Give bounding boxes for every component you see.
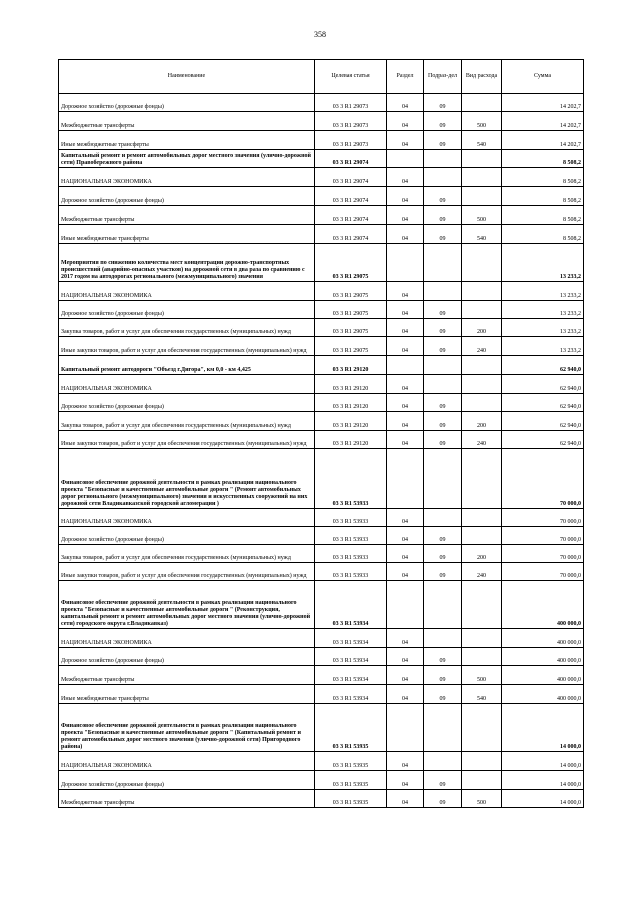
cell-section bbox=[387, 449, 424, 509]
cell-type bbox=[462, 301, 502, 319]
cell-name: Дорожное хозяйство (дорожные фонды) bbox=[59, 187, 315, 206]
table-row bbox=[59, 225, 584, 244]
table-row bbox=[59, 94, 584, 112]
cell-sum: 13 233,2 bbox=[502, 244, 584, 282]
cell-sum: 400 000,0 bbox=[502, 666, 584, 685]
cell-section: 04 bbox=[387, 563, 424, 581]
table-row bbox=[59, 206, 584, 225]
cell-name: Дорожное хозяйство (дорожные фонды) bbox=[59, 527, 315, 545]
cell-sum: 70 000,0 bbox=[502, 563, 584, 581]
header-subsection: Подраз-дел bbox=[424, 60, 462, 94]
cell-sum: 14 000,0 bbox=[502, 704, 584, 752]
cell-subsection bbox=[424, 244, 462, 282]
cell-subsection: 09 bbox=[424, 790, 462, 808]
cell-sum: 70 000,0 bbox=[502, 527, 584, 545]
cell-sum: 62 940,0 bbox=[502, 431, 584, 449]
cell-section: 04 bbox=[387, 206, 424, 225]
table-row bbox=[59, 648, 584, 666]
cell-subsection: 09 bbox=[424, 94, 462, 112]
table-row bbox=[59, 112, 584, 131]
cell-code: 03 3 R1 53934 bbox=[315, 666, 387, 685]
table-row bbox=[59, 704, 584, 752]
table-row bbox=[59, 150, 584, 168]
table-row bbox=[59, 282, 584, 301]
header-code: Целевая статья bbox=[315, 60, 387, 94]
table-row bbox=[59, 771, 584, 790]
cell-section: 04 bbox=[387, 112, 424, 131]
cell-subsection bbox=[424, 449, 462, 509]
cell-subsection bbox=[424, 356, 462, 375]
table-row bbox=[59, 431, 584, 449]
cell-section: 04 bbox=[387, 509, 424, 527]
table-row bbox=[59, 563, 584, 581]
cell-sum: 62 940,0 bbox=[502, 394, 584, 412]
cell-section: 04 bbox=[387, 648, 424, 666]
table-row bbox=[59, 752, 584, 771]
cell-code: 03 3 R1 53935 bbox=[315, 752, 387, 771]
cell-name: НАЦИОНАЛЬНАЯ ЭКОНОМИКА bbox=[59, 752, 315, 771]
cell-sum: 400 000,0 bbox=[502, 581, 584, 629]
cell-section bbox=[387, 150, 424, 168]
cell-type: 240 bbox=[462, 337, 502, 356]
cell-name: Капитальный ремонт автодороги "Объезд г.Дигора", км 0,0 - км 4,425 bbox=[59, 356, 315, 375]
cell-code: 03 3 R1 29075 bbox=[315, 244, 387, 282]
cell-type bbox=[462, 449, 502, 509]
cell-subsection: 09 bbox=[424, 187, 462, 206]
cell-sum: 400 000,0 bbox=[502, 629, 584, 648]
cell-code: 03 3 R1 53935 bbox=[315, 771, 387, 790]
cell-subsection: 09 bbox=[424, 412, 462, 431]
cell-subsection: 09 bbox=[424, 545, 462, 563]
cell-name: Капитальный ремонт и ремонт автомобильных дорог местного значения (улично-дорожной сети) Правобережного района bbox=[59, 150, 315, 168]
table-row bbox=[59, 449, 584, 509]
cell-code: 03 3 R1 29073 bbox=[315, 131, 387, 150]
cell-name: Межбюджетные трансферты bbox=[59, 112, 315, 131]
table-row bbox=[59, 509, 584, 527]
cell-section: 04 bbox=[387, 752, 424, 771]
cell-subsection bbox=[424, 704, 462, 752]
cell-section: 04 bbox=[387, 282, 424, 301]
cell-section: 04 bbox=[387, 527, 424, 545]
cell-sum: 14 000,0 bbox=[502, 771, 584, 790]
cell-code: 03 3 R1 53935 bbox=[315, 704, 387, 752]
cell-code: 03 3 R1 53933 bbox=[315, 563, 387, 581]
cell-section: 04 bbox=[387, 629, 424, 648]
header-type: Вид расхода bbox=[462, 60, 502, 94]
cell-sum: 8 508,2 bbox=[502, 225, 584, 244]
cell-sum: 14 202,7 bbox=[502, 94, 584, 112]
cell-name: Закупка товаров, работ и услуг для обеспечения государственных (муниципальных) нужд bbox=[59, 319, 315, 337]
cell-code: 03 3 R1 53934 bbox=[315, 685, 387, 704]
cell-type bbox=[462, 629, 502, 648]
table-row bbox=[59, 790, 584, 808]
cell-type: 540 bbox=[462, 685, 502, 704]
cell-code: 03 3 R1 29074 bbox=[315, 206, 387, 225]
cell-subsection: 09 bbox=[424, 431, 462, 449]
cell-subsection bbox=[424, 629, 462, 648]
cell-name: НАЦИОНАЛЬНАЯ ЭКОНОМИКА bbox=[59, 375, 315, 394]
cell-name: Дорожное хозяйство (дорожные фонды) bbox=[59, 771, 315, 790]
cell-name: НАЦИОНАЛЬНАЯ ЭКОНОМИКА bbox=[59, 509, 315, 527]
cell-subsection: 09 bbox=[424, 648, 462, 666]
table-row bbox=[59, 301, 584, 319]
cell-code: 03 3 R1 53933 bbox=[315, 545, 387, 563]
cell-code: 03 3 R1 29120 bbox=[315, 394, 387, 412]
cell-subsection: 09 bbox=[424, 666, 462, 685]
cell-type bbox=[462, 282, 502, 301]
cell-type bbox=[462, 94, 502, 112]
cell-subsection bbox=[424, 509, 462, 527]
cell-type bbox=[462, 150, 502, 168]
cell-type bbox=[462, 244, 502, 282]
cell-section: 04 bbox=[387, 431, 424, 449]
cell-section: 04 bbox=[387, 666, 424, 685]
cell-type bbox=[462, 168, 502, 187]
cell-section: 04 bbox=[387, 375, 424, 394]
cell-section: 04 bbox=[387, 319, 424, 337]
cell-code: 03 3 R1 29073 bbox=[315, 112, 387, 131]
table-row bbox=[59, 244, 584, 282]
table-row bbox=[59, 666, 584, 685]
cell-subsection: 09 bbox=[424, 685, 462, 704]
table-body bbox=[59, 94, 584, 808]
cell-code: 03 3 R1 29074 bbox=[315, 150, 387, 168]
cell-sum: 13 233,2 bbox=[502, 319, 584, 337]
cell-subsection: 09 bbox=[424, 131, 462, 150]
cell-sum: 62 940,0 bbox=[502, 412, 584, 431]
table-row bbox=[59, 527, 584, 545]
cell-name: Закупка товаров, работ и услуг для обеспечения государственных (муниципальных) нужд bbox=[59, 412, 315, 431]
cell-sum: 13 233,2 bbox=[502, 337, 584, 356]
cell-type bbox=[462, 187, 502, 206]
cell-name: Иные закупки товаров, работ и услуг для обеспечения государственных (муниципальных) нужд bbox=[59, 431, 315, 449]
table-row bbox=[59, 375, 584, 394]
cell-name: Иные межбюджетные трансферты bbox=[59, 131, 315, 150]
cell-name: Закупка товаров, работ и услуг для обеспечения государственных (муниципальных) нужд bbox=[59, 545, 315, 563]
cell-name: Иные межбюджетные трансферты bbox=[59, 225, 315, 244]
cell-section: 04 bbox=[387, 394, 424, 412]
cell-section: 04 bbox=[387, 545, 424, 563]
cell-sum: 8 508,2 bbox=[502, 150, 584, 168]
cell-subsection bbox=[424, 150, 462, 168]
cell-code: 03 3 R1 53933 bbox=[315, 449, 387, 509]
table-row bbox=[59, 319, 584, 337]
cell-subsection: 09 bbox=[424, 527, 462, 545]
cell-code: 03 3 R1 53934 bbox=[315, 648, 387, 666]
table-row bbox=[59, 545, 584, 563]
table-row bbox=[59, 168, 584, 187]
table-row bbox=[59, 356, 584, 375]
cell-name: Мероприятия по снижению количества мест концентрации дорожно-транспортных происшествий (аварийно-опасных участков) на дорожной сети в два раза по сравнению с 2017 годом на автодорогах регионального (межмуниципального) значения bbox=[59, 244, 315, 282]
cell-code: 03 3 R1 53935 bbox=[315, 790, 387, 808]
table-row bbox=[59, 685, 584, 704]
cell-code: 03 3 R1 29075 bbox=[315, 282, 387, 301]
cell-subsection: 09 bbox=[424, 563, 462, 581]
cell-code: 03 3 R1 29120 bbox=[315, 431, 387, 449]
cell-type: 200 bbox=[462, 545, 502, 563]
cell-type bbox=[462, 704, 502, 752]
cell-name: Финансовое обеспечение дорожной деятельности в рамках реализации национального проекта "Безопасные и качественные автомобильные дороги " (Реконструкция, капитальный ремонт и ремонт автомобильных дорог местного значения (улично-дорожной сети) городского округа г.Владикавказ) bbox=[59, 581, 315, 629]
cell-code: 03 3 R1 29120 bbox=[315, 356, 387, 375]
cell-sum: 70 000,0 bbox=[502, 545, 584, 563]
table-row bbox=[59, 131, 584, 150]
cell-section: 04 bbox=[387, 771, 424, 790]
cell-subsection: 09 bbox=[424, 112, 462, 131]
cell-code: 03 3 R1 53934 bbox=[315, 581, 387, 629]
cell-name: НАЦИОНАЛЬНАЯ ЭКОНОМИКА bbox=[59, 282, 315, 301]
cell-sum: 400 000,0 bbox=[502, 685, 584, 704]
header-sum: Сумма bbox=[502, 60, 584, 94]
cell-type bbox=[462, 509, 502, 527]
table-row bbox=[59, 187, 584, 206]
header-name: Наименование bbox=[59, 60, 315, 94]
cell-subsection bbox=[424, 752, 462, 771]
cell-type bbox=[462, 648, 502, 666]
table-row bbox=[59, 412, 584, 431]
table-row bbox=[59, 337, 584, 356]
cell-section bbox=[387, 244, 424, 282]
cell-sum: 14 000,0 bbox=[502, 790, 584, 808]
cell-section: 04 bbox=[387, 131, 424, 150]
cell-name: Финансовое обеспечение дорожной деятельности в рамках реализации национального проекта "Безопасные и качественные автомобильные дороги " (Капитальный ремонт и ремонт автомобильных дорог местного значения (улично-дорожной сети) Пригородного района) bbox=[59, 704, 315, 752]
cell-code: 03 3 R1 29120 bbox=[315, 412, 387, 431]
cell-type bbox=[462, 394, 502, 412]
cell-type: 500 bbox=[462, 206, 502, 225]
cell-subsection: 09 bbox=[424, 225, 462, 244]
cell-sum: 14 000,0 bbox=[502, 752, 584, 771]
cell-code: 03 3 R1 29074 bbox=[315, 225, 387, 244]
cell-type: 540 bbox=[462, 225, 502, 244]
cell-type: 540 bbox=[462, 131, 502, 150]
cell-type bbox=[462, 527, 502, 545]
cell-name: Дорожное хозяйство (дорожные фонды) bbox=[59, 94, 315, 112]
cell-section: 04 bbox=[387, 168, 424, 187]
cell-name: Иные закупки товаров, работ и услуг для обеспечения государственных (муниципальных) нужд bbox=[59, 337, 315, 356]
cell-subsection bbox=[424, 282, 462, 301]
cell-type: 200 bbox=[462, 319, 502, 337]
cell-sum: 14 202,7 bbox=[502, 131, 584, 150]
cell-section: 04 bbox=[387, 187, 424, 206]
cell-subsection bbox=[424, 375, 462, 394]
cell-type: 500 bbox=[462, 790, 502, 808]
cell-type bbox=[462, 581, 502, 629]
table-row bbox=[59, 394, 584, 412]
cell-name: Иные закупки товаров, работ и услуг для обеспечения государственных (муниципальных) нужд bbox=[59, 563, 315, 581]
cell-code: 03 3 R1 29120 bbox=[315, 375, 387, 394]
cell-type: 500 bbox=[462, 666, 502, 685]
cell-name: Дорожное хозяйство (дорожные фонды) bbox=[59, 394, 315, 412]
cell-subsection bbox=[424, 168, 462, 187]
cell-sum: 13 233,2 bbox=[502, 282, 584, 301]
cell-name: Межбюджетные трансферты bbox=[59, 666, 315, 685]
cell-code: 03 3 R1 53933 bbox=[315, 509, 387, 527]
table-header-row bbox=[59, 60, 584, 94]
budget-table bbox=[58, 59, 584, 808]
cell-subsection: 09 bbox=[424, 394, 462, 412]
cell-code: 03 3 R1 53933 bbox=[315, 527, 387, 545]
cell-sum: 14 202,7 bbox=[502, 112, 584, 131]
cell-type bbox=[462, 375, 502, 394]
cell-section: 04 bbox=[387, 94, 424, 112]
cell-sum: 13 233,2 bbox=[502, 301, 584, 319]
cell-code: 03 3 R1 29074 bbox=[315, 187, 387, 206]
cell-sum: 70 000,0 bbox=[502, 449, 584, 509]
cell-type: 240 bbox=[462, 431, 502, 449]
cell-subsection: 09 bbox=[424, 206, 462, 225]
cell-code: 03 3 R1 29075 bbox=[315, 337, 387, 356]
cell-subsection: 09 bbox=[424, 301, 462, 319]
cell-sum: 8 508,2 bbox=[502, 206, 584, 225]
cell-name: Финансовое обеспечение дорожной деятельности в рамках реализации национального проекта "Безопасные и качественные автомобильные дороги " (Ремонт автомобильных дорог регионального (межмуниципального) значения и искусственных сооружений на них дорожной сети Владикавказской городской агломерации ) bbox=[59, 449, 315, 509]
cell-code: 03 3 R1 29075 bbox=[315, 319, 387, 337]
cell-type bbox=[462, 771, 502, 790]
cell-section bbox=[387, 581, 424, 629]
cell-section bbox=[387, 704, 424, 752]
table-row bbox=[59, 629, 584, 648]
cell-type: 500 bbox=[462, 112, 502, 131]
cell-type: 200 bbox=[462, 412, 502, 431]
cell-sum: 62 940,0 bbox=[502, 375, 584, 394]
cell-name: Дорожное хозяйство (дорожные фонды) bbox=[59, 648, 315, 666]
cell-type: 240 bbox=[462, 563, 502, 581]
cell-section: 04 bbox=[387, 412, 424, 431]
page-number: 358 bbox=[314, 30, 326, 39]
header-section: Раздел bbox=[387, 60, 424, 94]
cell-section: 04 bbox=[387, 225, 424, 244]
cell-name: Межбюджетные трансферты bbox=[59, 206, 315, 225]
cell-type bbox=[462, 356, 502, 375]
cell-name: Дорожное хозяйство (дорожные фонды) bbox=[59, 301, 315, 319]
cell-subsection bbox=[424, 581, 462, 629]
table-row bbox=[59, 581, 584, 629]
cell-code: 03 3 R1 29073 bbox=[315, 94, 387, 112]
cell-section bbox=[387, 356, 424, 375]
cell-name: Иные межбюджетные трансферты bbox=[59, 685, 315, 704]
cell-code: 03 3 R1 29074 bbox=[315, 168, 387, 187]
cell-code: 03 3 R1 53934 bbox=[315, 629, 387, 648]
cell-type bbox=[462, 752, 502, 771]
cell-sum: 70 000,0 bbox=[502, 509, 584, 527]
cell-code: 03 3 R1 29075 bbox=[315, 301, 387, 319]
cell-sum: 8 508,2 bbox=[502, 168, 584, 187]
cell-section: 04 bbox=[387, 685, 424, 704]
cell-name: НАЦИОНАЛЬНАЯ ЭКОНОМИКА bbox=[59, 168, 315, 187]
cell-name: Межбюджетные трансферты bbox=[59, 790, 315, 808]
cell-sum: 400 000,0 bbox=[502, 648, 584, 666]
cell-section: 04 bbox=[387, 790, 424, 808]
cell-sum: 62 940,0 bbox=[502, 356, 584, 375]
cell-name: НАЦИОНАЛЬНАЯ ЭКОНОМИКА bbox=[59, 629, 315, 648]
cell-subsection: 09 bbox=[424, 771, 462, 790]
cell-section: 04 bbox=[387, 301, 424, 319]
cell-sum: 8 508,2 bbox=[502, 187, 584, 206]
cell-subsection: 09 bbox=[424, 319, 462, 337]
cell-section: 04 bbox=[387, 337, 424, 356]
cell-subsection: 09 bbox=[424, 337, 462, 356]
